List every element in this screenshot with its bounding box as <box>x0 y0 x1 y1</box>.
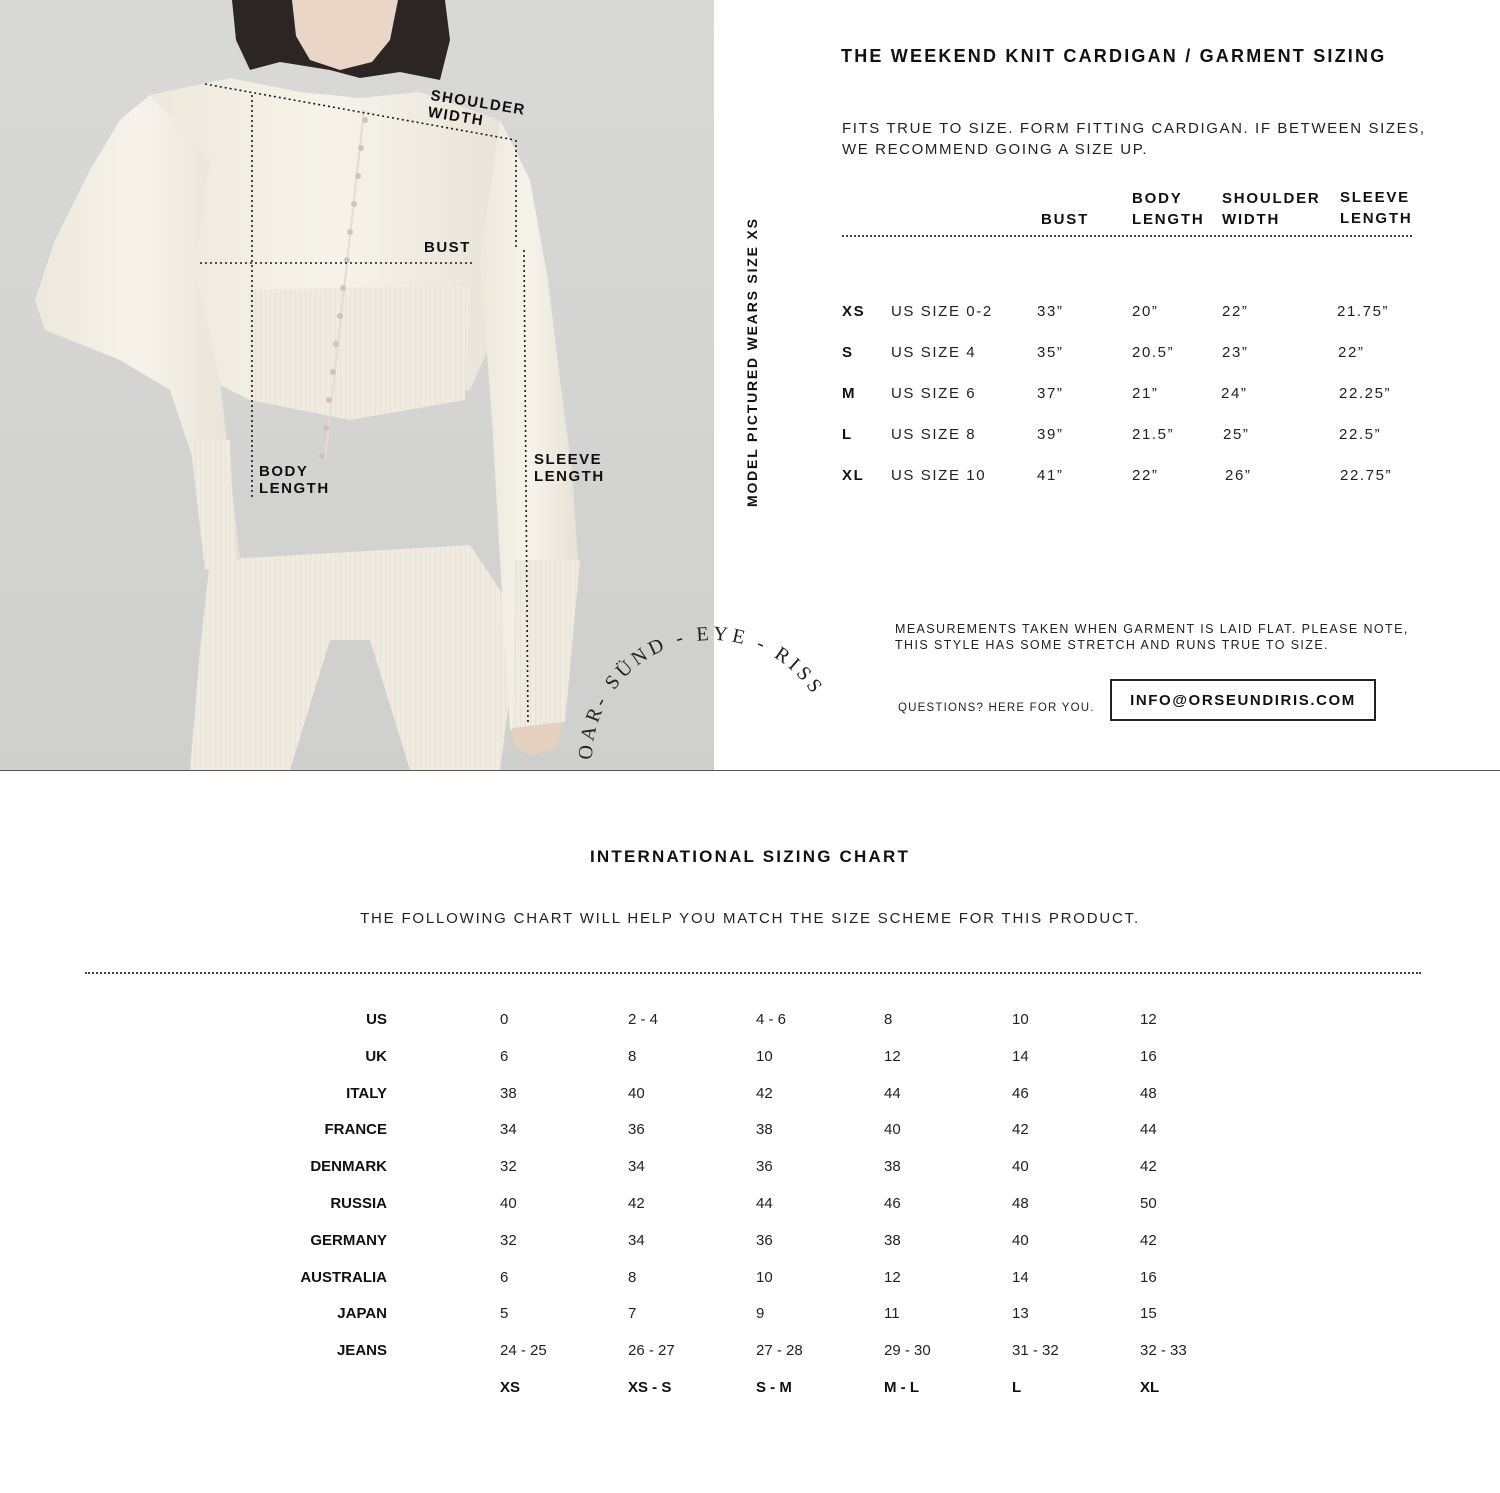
size-value: 12 <box>884 1268 901 1286</box>
size-value: 40 <box>1012 1158 1029 1176</box>
size-value: 46 <box>1012 1084 1029 1102</box>
size-value: 27 - 28 <box>756 1342 803 1360</box>
header-divider <box>842 235 1412 237</box>
size-value: 36 <box>756 1158 773 1176</box>
bust-value: 41” <box>1037 467 1064 484</box>
country-label: GERMANY <box>310 1231 387 1249</box>
size-code: XS <box>842 303 866 320</box>
size-value: 29 - 30 <box>884 1342 931 1360</box>
sleeve-length-value: 22.25” <box>1339 385 1392 402</box>
size-value: 8 <box>628 1047 637 1065</box>
size-value: 42 <box>756 1084 773 1102</box>
garment-sizing-title: THE WEEKEND KNIT CARDIGAN / GARMENT SIZING <box>841 46 1387 66</box>
shoulder-width-value: 25” <box>1223 426 1250 443</box>
size-value: 46 <box>884 1195 901 1212</box>
fit-note-line-1: FITS TRUE TO SIZE. FORM FITTING CARDIGAN. IF BETWEEN SIZES, <box>842 120 1426 137</box>
size-value: 6 <box>500 1268 509 1286</box>
size-value: 48 <box>1012 1195 1029 1212</box>
size-code: L <box>842 426 853 443</box>
size-value: 38 <box>500 1084 517 1102</box>
col-header-bust: BUST <box>1041 211 1090 228</box>
body-length-value: 21” <box>1132 385 1159 402</box>
size-value: 34 <box>628 1158 645 1176</box>
sleeve-length-value: 22” <box>1338 344 1365 361</box>
shoulder-width-value: 22” <box>1222 303 1249 320</box>
size-value: 31 - 32 <box>1012 1342 1059 1360</box>
size-value: 7 <box>628 1305 637 1323</box>
body-length-value: 22” <box>1132 467 1159 484</box>
sleeve-length-value: 22.5” <box>1339 426 1382 443</box>
fit-note <box>842 118 1426 160</box>
body-length-label: BODY LENGTH <box>259 463 330 497</box>
size-value: 32 <box>500 1158 517 1176</box>
size-value: 11 <box>884 1305 900 1323</box>
size-value: 44 <box>1140 1121 1157 1139</box>
size-value: 8 <box>628 1268 637 1286</box>
size-value: 32 - 33 <box>1140 1342 1187 1360</box>
size-value: 38 <box>884 1158 901 1176</box>
us-size: US SIZE 10 <box>891 467 987 484</box>
bust-value: 37” <box>1037 385 1064 402</box>
size-value: 40 <box>500 1195 517 1212</box>
measurement-note-line-2: THIS STYLE HAS SOME STRETCH AND RUNS TRUE TO SIZE. <box>895 638 1329 652</box>
size-value: 14 <box>1012 1047 1029 1065</box>
size-value: 40 <box>884 1121 901 1139</box>
size-value: 44 <box>884 1084 901 1102</box>
measurement-note <box>895 621 1409 653</box>
brand-pronunciation-text: OAR- SÜND - EYE - RISS <box>574 622 829 761</box>
letter-size: S - M <box>756 1379 792 1396</box>
letter-size: L <box>1012 1379 1022 1396</box>
letter-size: XS - S <box>628 1379 672 1396</box>
bust-value: 33” <box>1037 303 1064 320</box>
size-value: 16 <box>1140 1047 1157 1065</box>
size-value: 12 <box>884 1047 901 1065</box>
size-value: 14 <box>1012 1268 1029 1286</box>
size-value: 44 <box>756 1195 773 1212</box>
shoulder-width-value: 23” <box>1222 344 1249 361</box>
country-label: US <box>366 1011 387 1028</box>
letter-size: M - L <box>884 1379 919 1396</box>
country-label: JAPAN <box>337 1305 387 1323</box>
measurement-note-line-1: MEASUREMENTS TAKEN WHEN GARMENT IS LAID FLAT. PLEASE NOTE, <box>895 622 1409 636</box>
country-label: FRANCE <box>324 1121 387 1139</box>
country-label: AUSTRALIA <box>300 1268 387 1286</box>
shoulder-width-label: SHOULDER WIDTH <box>426 87 527 130</box>
size-value: 8 <box>884 1011 893 1028</box>
size-value: 50 <box>1140 1195 1157 1212</box>
country-label: UK <box>365 1047 387 1065</box>
sleeve-length-value: 21.75” <box>1337 303 1390 320</box>
size-value: 42 <box>1140 1158 1157 1176</box>
us-size: US SIZE 6 <box>891 385 977 402</box>
col-header-body-length: BODY LENGTH <box>1132 190 1205 228</box>
size-code: M <box>842 385 857 402</box>
international-chart-title: INTERNATIONAL SIZING CHART <box>589 847 911 866</box>
us-size: US SIZE 8 <box>891 426 977 443</box>
questions-label: QUESTIONS? HERE FOR YOU. <box>898 702 1095 714</box>
bust-value: 35” <box>1037 344 1064 361</box>
size-value: 10 <box>756 1268 773 1286</box>
body-length-value: 20.5” <box>1132 344 1175 361</box>
size-value: 48 <box>1140 1084 1157 1102</box>
size-value: 36 <box>756 1231 773 1249</box>
size-value: 42 <box>1140 1231 1157 1249</box>
size-value: 0 <box>500 1011 509 1028</box>
col-header-shoulder-width: SHOULDER WIDTH <box>1222 190 1321 228</box>
country-label: RUSSIA <box>330 1195 387 1212</box>
size-value: 12 <box>1140 1011 1157 1028</box>
country-label: ITALY <box>346 1084 387 1102</box>
body-length-value: 20” <box>1132 303 1159 320</box>
contact-email-button[interactable]: INFO@ORSEUNDIRIS.COM <box>1110 679 1376 721</box>
size-value: 42 <box>628 1195 645 1212</box>
size-value: 10 <box>1012 1011 1029 1028</box>
country-label: JEANS <box>336 1342 387 1360</box>
size-value: 34 <box>628 1231 645 1249</box>
international-chart-subtitle: THE FOLLOWING CHART WILL HELP YOU MATCH THE SIZE SCHEME FOR THIS PRODUCT. <box>360 910 1140 927</box>
size-value: 32 <box>500 1231 517 1249</box>
size-code: S <box>842 344 854 361</box>
international-divider <box>85 972 1421 974</box>
sleeve-length-value: 22.75” <box>1340 467 1393 484</box>
size-value: 40 <box>1012 1231 1029 1249</box>
brand-pronunciation-arc <box>560 620 860 770</box>
size-value: 5 <box>500 1305 509 1323</box>
size-value: 36 <box>628 1121 645 1139</box>
country-label: DENMARK <box>310 1158 387 1176</box>
bust-label: BUST <box>424 239 471 256</box>
bust-value: 39” <box>1037 426 1064 443</box>
size-value: 15 <box>1140 1305 1157 1323</box>
shoulder-width-value: 24” <box>1221 385 1248 402</box>
size-value: 34 <box>500 1121 517 1139</box>
sleeve-length-label: SLEEVE LENGTH <box>534 451 605 485</box>
size-value: 38 <box>756 1121 773 1139</box>
size-value: 6 <box>500 1047 509 1065</box>
size-value: 42 <box>1012 1121 1029 1139</box>
size-value: 38 <box>884 1231 901 1249</box>
size-value: 4 - 6 <box>756 1011 787 1028</box>
size-value: 40 <box>628 1084 645 1102</box>
shoulder-width-value: 26” <box>1225 467 1252 484</box>
size-value: 13 <box>1012 1305 1029 1323</box>
letter-size: XL <box>1140 1379 1160 1396</box>
us-size: US SIZE 4 <box>891 344 977 361</box>
letter-size: XS <box>500 1379 521 1396</box>
size-value: 2 - 4 <box>628 1011 659 1028</box>
size-value: 10 <box>756 1047 773 1065</box>
fit-note-line-2: WE RECOMMEND GOING A SIZE UP. <box>842 141 1149 158</box>
us-size: US SIZE 0-2 <box>891 303 993 320</box>
col-header-sleeve-length: SLEEVE LENGTH <box>1340 189 1413 227</box>
svg-text:OAR- SÜND - EYE - RISS <box>575 623 829 761</box>
body-length-value: 21.5” <box>1132 426 1175 443</box>
size-code: XL <box>842 467 865 484</box>
size-value: 16 <box>1140 1268 1157 1286</box>
section-divider <box>0 770 1500 771</box>
size-value: 26 - 27 <box>628 1342 675 1360</box>
model-size-note: MODEL PICTURED WEARS SIZE XS <box>744 217 760 507</box>
size-value: 9 <box>756 1305 765 1323</box>
size-value: 24 - 25 <box>500 1342 547 1360</box>
